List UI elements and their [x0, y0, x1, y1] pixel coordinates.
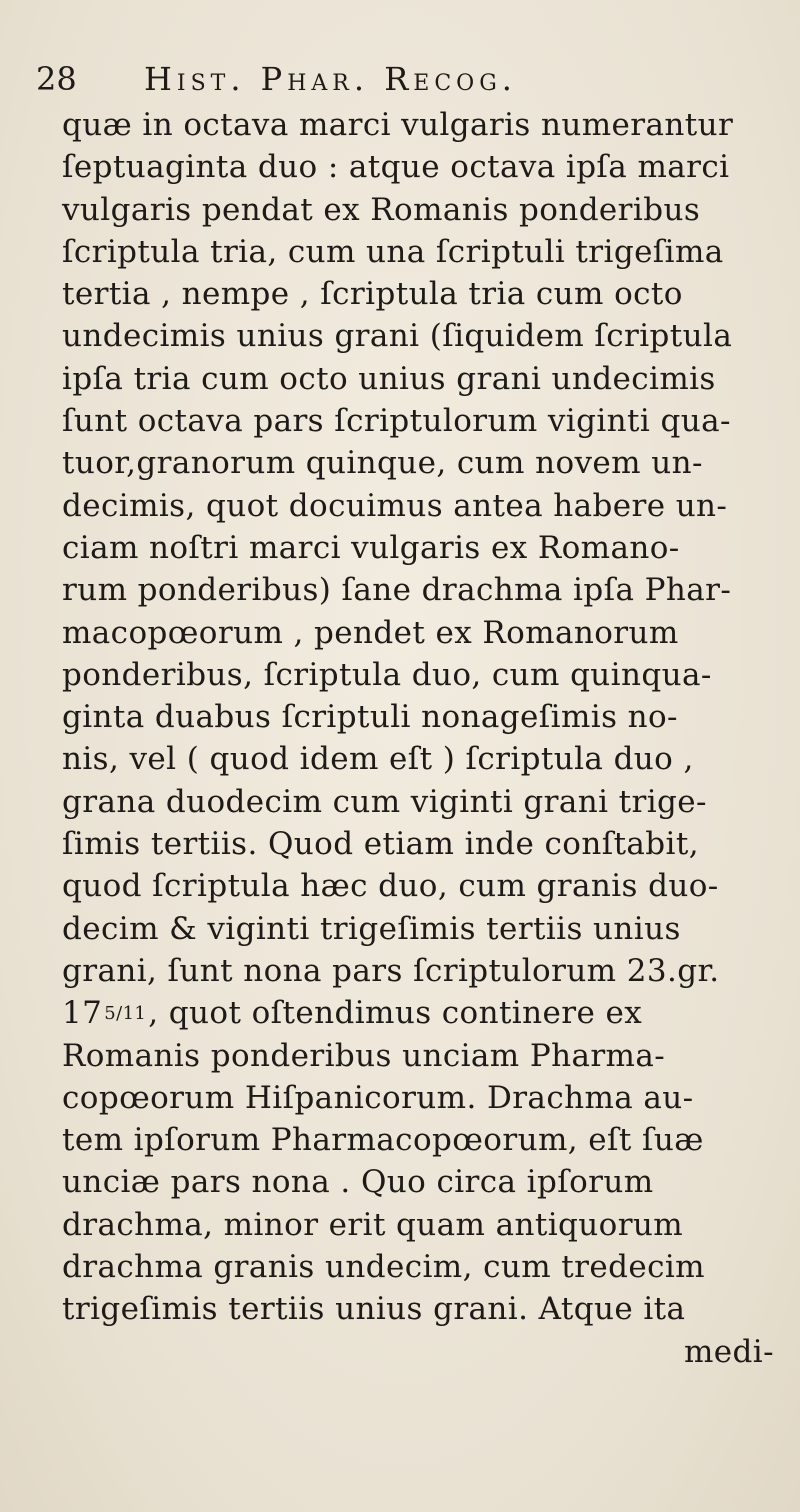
text-line: unciæ pars nona . Quo circa ipſorum: [62, 1164, 654, 1201]
text-line: decimis, quot docuimus antea habere un-: [62, 487, 728, 524]
text-line: drachma granis undecim, cum tredecim: [62, 1249, 705, 1286]
text-line: ciam noſtri marci vulgaris ex Romano-: [62, 529, 680, 566]
fraction: 5/11: [104, 1003, 147, 1025]
text-line-with-fraction: [62, 992, 782, 1034]
running-header: [36, 60, 756, 108]
text-line: ſimis tertiis. Quod etiam inde conſtabit,: [62, 826, 699, 863]
text-line: trigeſimis tertiis unius grani. Atque ita: [62, 1291, 686, 1328]
text-line: rum ponderibus) ſane drachma ipſa Phar-: [62, 572, 732, 609]
running-title: Hist. Phar. Recog.: [144, 60, 517, 98]
text-line: tuor,granorum quinque, cum novem un-: [62, 445, 703, 482]
text-line: ſeptuaginta duo : atque octava ipſa marci: [62, 149, 730, 186]
fraction-rest: , quot oſtendimus continere ex: [148, 995, 643, 1032]
text-line: grana duodecim cum viginti grani trige-: [62, 783, 707, 820]
text-line: ginta duabus ſcriptuli nonageſimis no-: [62, 699, 678, 736]
text-line: ſunt octava pars ſcriptulorum viginti qua-: [62, 403, 731, 440]
text-line: nis, vel ( quod idem eſt ) ſcriptula duo ,: [62, 741, 694, 778]
text-line: quæ in octava marci vulgaris numerantur: [62, 107, 734, 143]
body-text: [62, 104, 782, 1373]
text-line: copœorum Hiſpanicorum. Drachma au-: [62, 1079, 694, 1116]
text-line: Romanis ponderibus unciam Pharma-: [62, 1037, 666, 1074]
text-line: ipſa tria cum octo unius grani undecimis: [62, 360, 716, 397]
text-line: undecimis unius grani (ſiquidem ſcriptula: [62, 318, 733, 355]
text-line: macopœorum , pendet ex Romanorum: [62, 614, 679, 651]
fraction-lead: 17: [62, 995, 103, 1032]
text-line: quod ſcriptula hæc duo, cum granis duo-: [62, 868, 719, 905]
text-line: tem ipſorum Pharmacopœorum, eſt ſuæ: [62, 1122, 704, 1159]
text-line: vulgaris pendat ex Romanis ponderibus: [62, 191, 701, 228]
text-line: tertia , nempe , ſcriptula tria cum octo: [62, 276, 683, 313]
text-line: ſcriptula tria, cum una ſcriptuli trigeſima: [62, 233, 724, 270]
text-line: drachma, minor erit quam antiquorum: [62, 1206, 684, 1243]
page-number: 28: [36, 60, 77, 98]
text-line: decim & viginti trigeſimis tertiis unius: [62, 910, 681, 947]
text-line: grani, ſunt nona pars ſcriptulorum 23.gr.: [62, 952, 720, 989]
text-line: ponderibus, ſcriptula duo, cum quinqua-: [62, 656, 712, 693]
catchword: medi-: [684, 1333, 774, 1370]
